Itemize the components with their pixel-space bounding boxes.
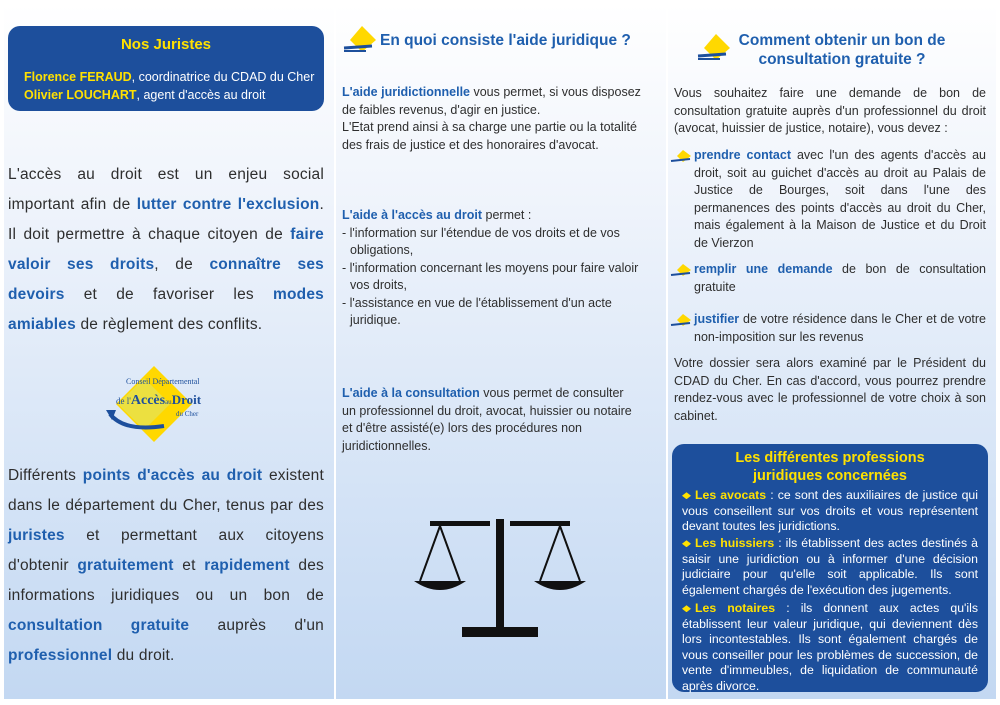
- text: Différents: [8, 467, 83, 484]
- title-line: consultation gratuite ?: [758, 51, 926, 68]
- title-line: juridiques concernées: [753, 468, 907, 484]
- step-justifier: [694, 311, 986, 346]
- title-line: Comment obtenir un bon de: [738, 32, 946, 49]
- text: important afin de: [8, 196, 137, 213]
- justice-scales-icon: [410, 509, 590, 649]
- para-line: [342, 84, 660, 102]
- step-prendre-contact: [694, 147, 986, 252]
- text: et de favoriser les: [64, 286, 274, 303]
- panel-middle: [336, 4, 666, 699]
- jurist-louchart: [24, 88, 265, 102]
- logo-line1: Conseil Départemental: [126, 377, 200, 386]
- lead-term: Les notaires: [695, 601, 776, 615]
- bullet-item: - l'information concernant les moyens pour faire valoir vos droits,: [342, 260, 639, 292]
- lead-term: remplir une demande: [694, 262, 833, 276]
- bon-outro: Votre dossier sera alors examiné par le Président du CDAD du Cher. En cas d'accord, vous pourrez prendre rendez-vous avec le professionnel de votre choix à son cabinet.: [674, 356, 986, 423]
- profession-avocats: [682, 488, 978, 535]
- text: L'accès au droit est un enjeu social: [8, 166, 324, 183]
- text: : ils établissent des actes destinés à saisir une juridiction ou à informer d'une décision judiciaire pour qu'elle soit applicable. Ils sont également chargés de l'exécution des jugements.: [682, 536, 978, 597]
- professions-title: [672, 449, 988, 485]
- text: permet :: [482, 208, 532, 222]
- points-line: [8, 551, 324, 581]
- jurists-box: [8, 26, 324, 111]
- text: .: [319, 196, 324, 213]
- highlight: consultation gratuite: [8, 617, 190, 634]
- highlight: faire: [290, 226, 324, 243]
- para-line: juridictionnelles.: [342, 438, 431, 453]
- intro-line: [8, 220, 324, 250]
- para-line: un professionnel du droit, avocat, huissier ou notaire: [342, 403, 632, 418]
- aide-title: En quoi consiste l'aide juridique ?: [380, 32, 631, 49]
- text: et: [173, 557, 205, 574]
- intro-line: [8, 280, 324, 310]
- text: Il doit permettre à chaque citoyen de: [8, 226, 291, 243]
- text: et permettant aux citoyens: [64, 527, 324, 544]
- highlight: lutter contre l'exclusion: [136, 196, 320, 213]
- para-line: des frais de justice et des honoraires d'avocat.: [342, 137, 599, 152]
- text: vous permet, si vous disposez: [470, 85, 641, 99]
- aide-consultation: [342, 385, 660, 455]
- text: : ce sont des auxiliaires de justice qui vous conseillent sur vos droits et vous représentent devant toutes les juridictions.: [682, 488, 978, 533]
- lead-term: prendre contact: [694, 148, 791, 162]
- text: avec l'un des agents d'accès au droit, soit au guichet d'accès au droit au Palais de Justice de Bourges, soit dans l'une des permanences des points d'accès au droit du Cher, mais également à la Maison de Justice et du Droit de Vierzon: [694, 148, 986, 250]
- step-pencil-icon: [670, 313, 692, 327]
- diamond-bullet-icon: [682, 605, 691, 612]
- logo-line2: de l'AccèsauDroit: [116, 392, 202, 408]
- points-line: [8, 491, 324, 521]
- para-line: [342, 385, 660, 403]
- lead-term: L'aide à l'accès au droit: [342, 208, 483, 222]
- aide-juridictionnelle: [342, 84, 660, 154]
- points-line: [8, 611, 324, 641]
- panel-right: [668, 4, 996, 699]
- jurist-name: Olivier LOUCHART: [24, 88, 137, 102]
- professions-box: [672, 444, 988, 692]
- points-line: [8, 641, 324, 671]
- highlight: valoir ses droits: [8, 256, 155, 273]
- diamond-bullet-icon: [682, 540, 691, 547]
- highlight: professionnel: [8, 647, 113, 664]
- points-line: [8, 581, 324, 611]
- intro-line: [8, 190, 324, 220]
- text: vous permet de consulter: [479, 386, 624, 400]
- section-pencil-icon: [342, 24, 378, 54]
- text: des: [289, 557, 324, 574]
- highlight: gratuitement: [77, 557, 174, 574]
- text: auprès d'un: [189, 617, 324, 634]
- lead-term: L'aide à la consultation: [342, 386, 480, 400]
- step-remplir-demande: [694, 261, 986, 296]
- lead-term: justifier: [694, 312, 740, 326]
- text: , de: [154, 256, 210, 273]
- diamond-bullet-icon: [682, 492, 691, 499]
- text: de bon de consultation gratuite: [694, 262, 986, 294]
- text: de votre résidence dans le Cher et de votre non-imposition sur les revenus: [694, 312, 986, 344]
- profession-huissiers: [682, 536, 978, 598]
- intro-line: [8, 250, 324, 280]
- lead-term: Les huissiers: [695, 536, 775, 550]
- jurist-name: Florence FERAUD: [24, 70, 132, 84]
- highlight: devoirs: [8, 286, 65, 303]
- bon-title: [722, 31, 962, 69]
- jurists-title: Nos Juristes: [120, 36, 212, 53]
- highlight: points d'accès au droit: [82, 467, 263, 484]
- intro-line: [8, 160, 324, 190]
- text: informations juridiques ou un bon de: [8, 587, 324, 604]
- lead-term: L'aide juridictionnelle: [342, 85, 470, 99]
- panel-left: [4, 4, 334, 699]
- text: existent: [262, 467, 324, 484]
- bullet-item: - l'assistance en vue de l'établissement d'un acte juridique.: [342, 295, 612, 327]
- highlight: modes: [273, 286, 324, 303]
- jurist-feraud: [24, 70, 314, 84]
- aide-acces-droit: [342, 207, 640, 330]
- step-pencil-icon: [670, 263, 692, 277]
- para-line: [342, 207, 640, 225]
- para-line: et d'être assisté(e) lors des procédures non: [342, 421, 583, 435]
- jurist-role: , agent d'accès au droit: [136, 88, 266, 102]
- lead-term: Les avocats: [695, 488, 767, 502]
- cdad-logo: [104, 364, 234, 444]
- highlight: juristes: [8, 527, 65, 544]
- text: d'obtenir: [8, 557, 78, 574]
- text: du droit.: [112, 647, 175, 664]
- jurist-role: , coordinatrice du CDAD du Cher: [131, 70, 315, 84]
- title-line: Les différentes professions: [735, 450, 925, 466]
- logo-line3: du Cher: [176, 410, 199, 418]
- points-line: [8, 521, 324, 551]
- text: : ils donnent aux actes qu'ils établissent leur valeur juridique, qui deviennent dès lors incontestables. Ils sont également chargés de vous conseiller pour les problèmes de succession, de vente d'immeubles, de liquidation de communauté après divorce.: [682, 601, 978, 693]
- para-line: L'Etat prend ainsi à sa charge une partie ou la totalité: [342, 120, 637, 134]
- points-line: [8, 461, 324, 491]
- step-pencil-icon: [670, 149, 692, 163]
- highlight: rapidement: [204, 557, 290, 574]
- intro-line: [8, 310, 324, 340]
- profession-notaires: [682, 601, 978, 694]
- highlight: connaître ses: [209, 256, 324, 273]
- para-line: de faibles revenus, d'agir en justice.: [342, 102, 541, 117]
- text: dans le département du Cher, tenus par des: [8, 497, 324, 514]
- bullet-item: - l'information sur l'étendue de vos droits et de vos obligations,: [342, 225, 620, 257]
- bon-intro: Vous souhaitez faire une demande de bon de consultation gratuite auprès d'un professionnel du droit (avocat, huissier de justice, notaire), vous devez :: [674, 86, 986, 135]
- highlight: amiables: [8, 316, 76, 333]
- text: de règlement des conflits.: [75, 316, 263, 333]
